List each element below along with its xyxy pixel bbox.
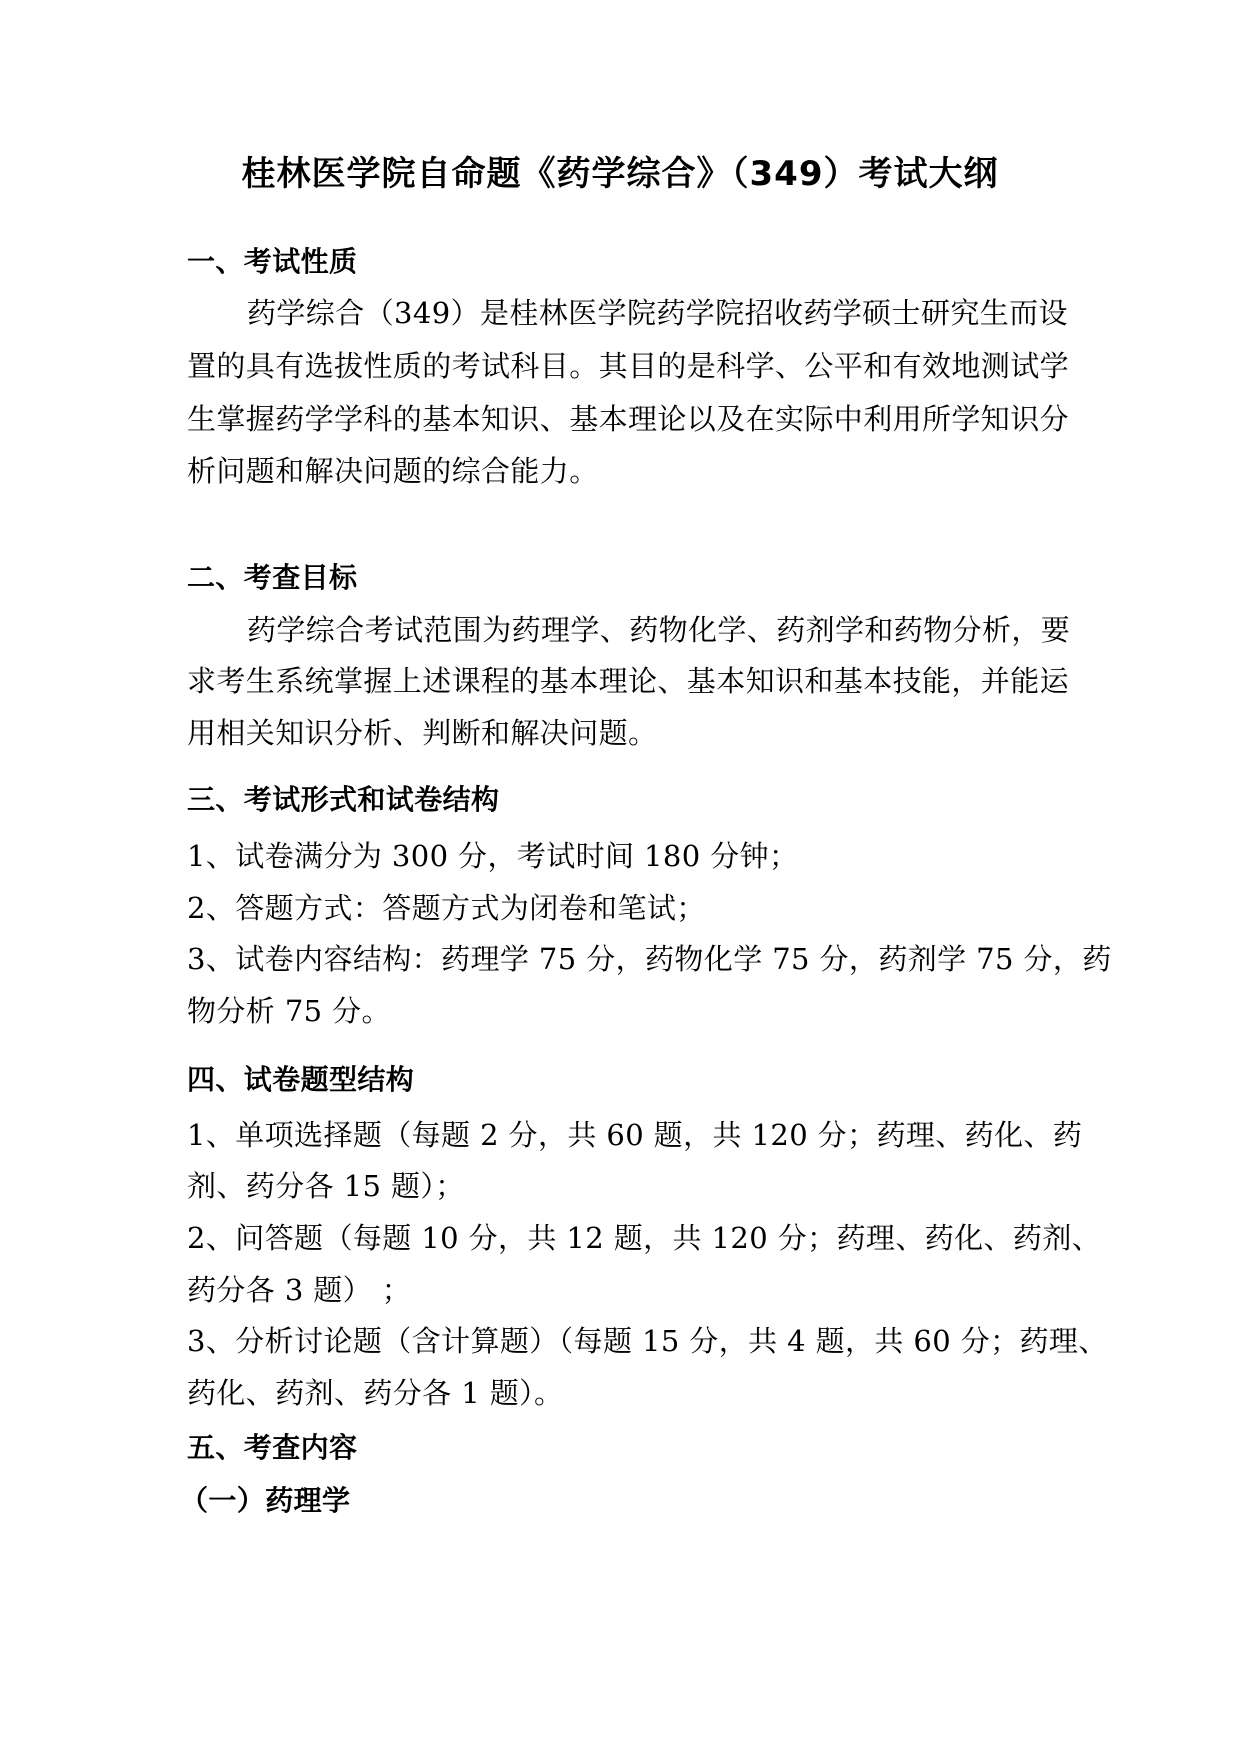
paragraph-line: 求考生系统掌握上述课程的基本理论、基本知识和基本技能，并能运 — [187, 664, 1070, 698]
list-item-continuation: 物分析 75 分。 — [187, 994, 391, 1028]
section-heading-exam-objectives: 二、考查目标 — [187, 561, 358, 594]
document-title: 桂林医学院自命题《药学综合》（349）考试大纲 — [241, 154, 999, 194]
paragraph-line: 药学综合考试范围为药理学、药物化学、药剂学和药物分析，要 — [247, 613, 1071, 647]
section-heading-exam-format: 三、考试形式和试卷结构 — [187, 783, 500, 816]
paragraph-line: 生掌握药学学科的基本知识、基本理论以及在实际中利用所学知识分 — [187, 402, 1070, 436]
list-item: 3、试卷内容结构：药理学 75 分，药物化学 75 分，药剂学 75 分，药 — [187, 942, 1112, 976]
section-heading-exam-content: 五、考查内容 — [187, 1431, 358, 1464]
list-item-continuation: 药化、药剂、药分各 1 题）。 — [187, 1376, 564, 1410]
list-item-continuation: 药分各 3 题） ； — [187, 1273, 412, 1307]
paragraph-line: 药学综合（349）是桂林医学院药学院招收药学硕士研究生而设 — [247, 296, 1068, 330]
list-item: 2、答题方式：答题方式为闭卷和笔试； — [187, 891, 706, 925]
paragraph-line: 置的具有选拔性质的考试科目。其目的是科学、公平和有效地测试学 — [187, 349, 1070, 383]
list-item-continuation: 剂、药分各 15 题）； — [187, 1169, 465, 1203]
subsection-heading-pharmacology: （一）药理学 — [180, 1484, 351, 1517]
list-item: 3、分析讨论题（含计算题）（每题 15 分，共 4 题，共 60 分；药理、 — [187, 1324, 1108, 1358]
list-item: 1、单项选择题（每题 2 分，共 60 题，共 120 分；药理、药化、药 — [187, 1118, 1083, 1152]
section-heading-question-types: 四、试卷题型结构 — [187, 1063, 415, 1096]
section-heading-exam-nature: 一、考试性质 — [187, 245, 358, 278]
list-item: 1、试卷满分为 300 分，考试时间 180 分钟； — [187, 839, 799, 873]
paragraph-line: 用相关知识分析、判断和解决问题。 — [187, 716, 658, 750]
paragraph-line: 析问题和解决问题的综合能力。 — [187, 454, 599, 488]
list-item: 2、问答题（每题 10 分，共 12 题，共 120 分；药理、药化、药剂、 — [187, 1221, 1102, 1255]
